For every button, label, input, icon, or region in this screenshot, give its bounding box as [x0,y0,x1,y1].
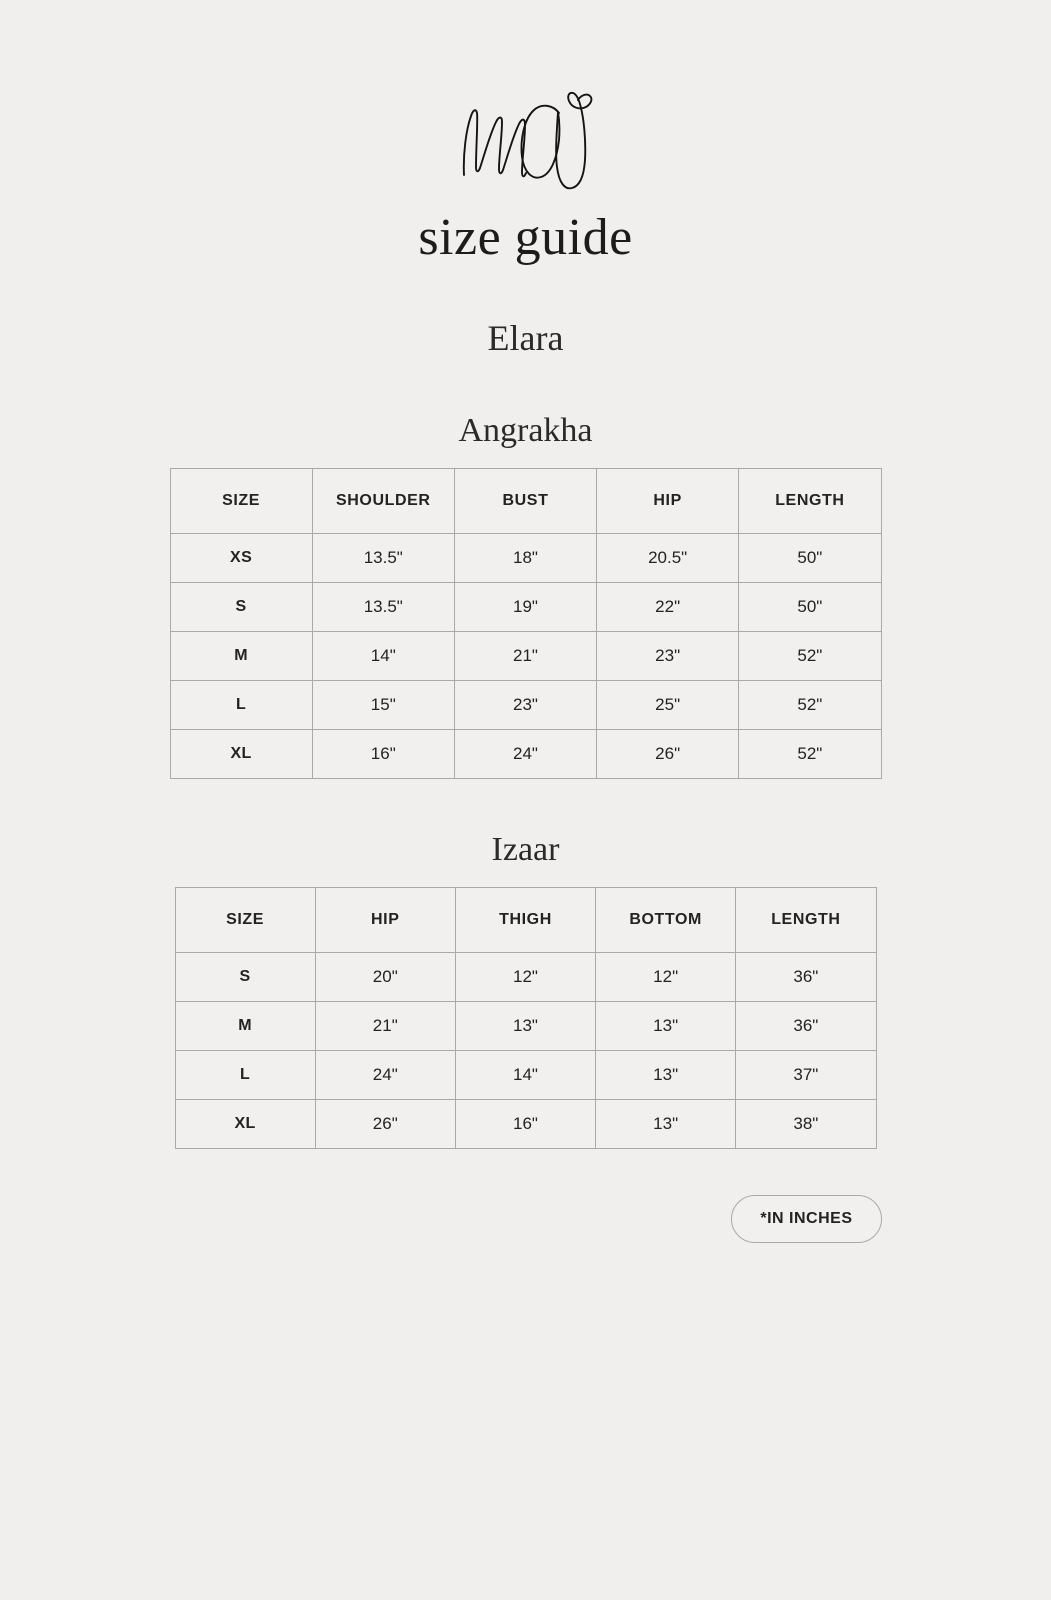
cell-shoulder: 13.5" [312,583,454,632]
cell-length: 52" [739,632,881,681]
izaar-size-table [175,887,877,1149]
cell-shoulder: 16" [312,730,454,779]
section-title-angrakha: Angrakha [458,412,593,449]
column-header-length: LENGTH [739,469,881,534]
cell-thigh: 12" [455,953,595,1002]
cell-size: L [170,681,312,730]
cell-size: XL [170,730,312,779]
column-header-thigh: THIGH [455,888,595,953]
cell-length: 38" [736,1100,876,1149]
cell-hip: 26" [597,730,739,779]
table-row [170,632,881,681]
cell-length: 52" [739,730,881,779]
cell-thigh: 13" [455,1002,595,1051]
cell-bottom: 13" [596,1002,736,1051]
table-row [175,953,876,1002]
cell-shoulder: 15" [312,681,454,730]
cell-bust: 18" [454,534,596,583]
cell-size: XL [175,1100,315,1149]
angrakha-table-block [170,468,882,779]
cell-hip: 22" [597,583,739,632]
cell-thigh: 14" [455,1051,595,1100]
izaar-table-block [175,887,877,1149]
column-header-size: SIZE [170,469,312,534]
cell-bust: 24" [454,730,596,779]
units-badge: *IN INCHES [731,1195,881,1243]
cell-bust: 19" [454,583,596,632]
cell-length: 36" [736,1002,876,1051]
column-header-shoulder: SHOULDER [312,469,454,534]
column-header-bust: BUST [454,469,596,534]
cell-thigh: 16" [455,1100,595,1149]
table-row [170,534,881,583]
column-header-hip: HIP [315,888,455,953]
brand-name: Elara [487,318,564,358]
cell-length: 52" [739,681,881,730]
brand-monogram-logo [441,72,611,202]
cell-bottom: 13" [596,1051,736,1100]
cell-hip: 21" [315,1002,455,1051]
table-row [175,1100,876,1149]
cell-hip: 26" [315,1100,455,1149]
cell-size: M [175,1002,315,1051]
page-title: size guide [418,209,633,266]
cell-hip: 23" [597,632,739,681]
table-row [175,1002,876,1051]
cell-length: 50" [739,534,881,583]
table-row [175,1051,876,1100]
cell-bust: 23" [454,681,596,730]
footnote-row [170,1195,882,1243]
table-row [170,730,881,779]
cell-shoulder: 14" [312,632,454,681]
column-header-bottom: BOTTOM [596,888,736,953]
cell-length: 37" [736,1051,876,1100]
cell-hip: 20.5" [597,534,739,583]
cell-size: XS [170,534,312,583]
cell-bust: 21" [454,632,596,681]
column-header-size: SIZE [175,888,315,953]
column-header-hip: HIP [597,469,739,534]
table-row [170,583,881,632]
cell-size: S [175,953,315,1002]
table-header-row [175,888,876,953]
cell-size: L [175,1051,315,1100]
cell-hip: 25" [597,681,739,730]
cell-bottom: 13" [596,1100,736,1149]
table-header-row [170,469,881,534]
angrakha-size-table [170,468,882,779]
cell-length: 50" [739,583,881,632]
table-row [170,681,881,730]
cell-hip: 20" [315,953,455,1002]
cell-size: M [170,632,312,681]
cell-length: 36" [736,953,876,1002]
section-title-izaar: Izaar [491,831,560,868]
cell-hip: 24" [315,1051,455,1100]
cell-shoulder: 13.5" [312,534,454,583]
column-header-length: LENGTH [736,888,876,953]
cell-size: S [170,583,312,632]
cell-bottom: 12" [596,953,736,1002]
